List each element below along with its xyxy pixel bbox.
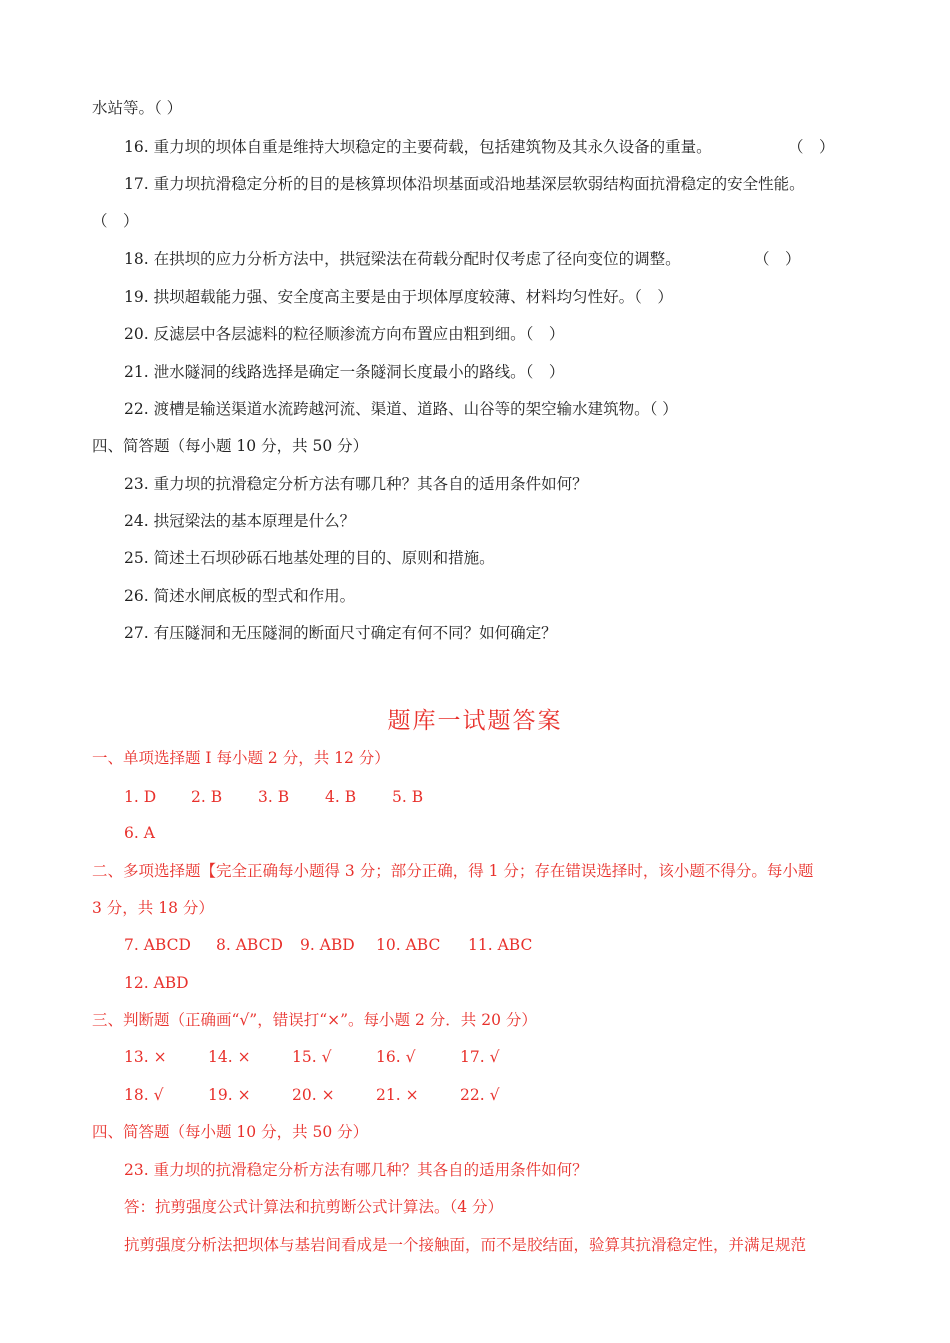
answer-item: 3. B <box>258 788 290 806</box>
answer-item: 7. ABCD <box>124 936 191 954</box>
answer-section-2-heading-cont: 3 分，共 18 分） <box>92 899 214 917</box>
question-17: 17. 重力坝抗滑稳定分析的目的是核算坝体沿坝基面或沿地基深层软弱结构面抗滑稳定的安全性能。 <box>124 175 805 193</box>
answer-item: 18. √ <box>124 1086 164 1104</box>
answer-item: 19. × <box>208 1086 251 1104</box>
answer-row <box>124 973 189 993</box>
answer-item: 5. B <box>392 788 424 806</box>
answer-item: 14. × <box>208 1048 251 1066</box>
answer-row <box>124 787 459 807</box>
answer-item: 8. ABCD <box>216 936 283 954</box>
question-25: 25. 简述土石坝砂砾石地基处理的目的、原则和措施。 <box>124 549 495 567</box>
question-18-text: 18. 在拱坝的应力分析方法中，拱冠梁法在荷载分配时仅考虑了径向变位的调整。 <box>124 250 681 268</box>
answers-title: 题库一试题答案 <box>387 708 563 734</box>
answer-section-4-heading: 四、简答题（每小题 10 分，共 50 分） <box>92 1123 369 1141</box>
answer-blank: （ ） <box>788 138 835 156</box>
answer-section-3-heading: 三、判断题（正确画“√”，错误打“×”。每小题 2 分．共 20 分） <box>92 1011 537 1029</box>
answer-item: 4. B <box>325 788 357 806</box>
answer-item: 17. √ <box>460 1048 500 1066</box>
answer-blank: （ ） <box>92 212 139 230</box>
answer-item: 11. ABC <box>468 936 533 954</box>
answer-23-detail: 抗剪强度分析法把坝体与基岩间看成是一个接触面，而不是胶结面，验算其抗滑稳定性，并满足规范 <box>124 1236 807 1254</box>
question-16-text: 16. 重力坝的坝体自重是维持大坝稳定的主要荷载，包括建筑物及其永久设备的重量。 <box>124 138 712 156</box>
answer-item: 9. ABD <box>300 936 355 954</box>
question-15-continuation: 水站等。（ ） <box>92 99 183 117</box>
question-23: 23. 重力坝的抗滑稳定分析方法有哪几种？其各自的适用条件如何？ <box>124 475 588 493</box>
answer-item: 22. √ <box>460 1086 500 1104</box>
answer-row <box>124 1085 544 1105</box>
question-24: 24. 拱冠梁法的基本原理是什么？ <box>124 512 356 530</box>
question-21: 21. 泄水隧洞的线路选择是确定一条隧洞长度最小的路线。（ ） <box>124 363 565 381</box>
answer-section-2-heading: 二、多项选择题【完全正确每小题得 3 分；部分正确，得 1 分；存在错误选择时，该小题不得分。每小题 <box>92 862 814 880</box>
answer-23-text: 答：抗剪强度公式计算法和抗剪断公式计算法。（4 分） <box>124 1198 504 1216</box>
answer-item: 16. √ <box>376 1048 416 1066</box>
answer-item: 2. B <box>191 788 223 806</box>
answer-section-1-heading: 一、单项选择题 I 每小题 2 分，共 12 分） <box>92 749 390 767</box>
answer-item: 10. ABC <box>376 936 441 954</box>
answer-blank: （ ） <box>754 250 801 268</box>
answer-row <box>124 823 155 843</box>
answer-item: 1. D <box>124 788 157 806</box>
answer-item: 20. × <box>292 1086 335 1104</box>
section-heading: 四、简答题（每小题 10 分，共 50 分） <box>92 437 369 455</box>
answer-row <box>124 935 548 955</box>
answer-item: 13. × <box>124 1048 167 1066</box>
question-18 <box>124 249 824 269</box>
question-16 <box>124 137 844 157</box>
answer-item: 6. A <box>124 824 155 842</box>
question-20: 20. 反滤层中各层滤料的粒径顺渗流方向布置应由粗到细。（ ） <box>124 325 565 343</box>
answer-item: 12. ABD <box>124 974 189 992</box>
answer-item: 21. × <box>376 1086 419 1104</box>
question-27: 27. 有压隧洞和无压隧洞的断面尺寸确定有何不同？如何确定？ <box>124 624 557 642</box>
question-19: 19. 拱坝超载能力强、安全度高主要是由于坝体厚度较薄、材料均匀性好。（ ） <box>124 288 673 306</box>
answer-23-question: 23. 重力坝的抗滑稳定分析方法有哪几种？其各自的适用条件如何？ <box>124 1161 588 1179</box>
answer-item: 15. √ <box>292 1048 332 1066</box>
question-26: 26. 简述水闸底板的型式和作用。 <box>124 587 356 605</box>
question-22: 22. 渡槽是输送渠道水流跨越河流、渠道、道路、山谷等的架空输水建筑物。（ ） <box>124 400 678 418</box>
answer-row <box>124 1047 544 1067</box>
